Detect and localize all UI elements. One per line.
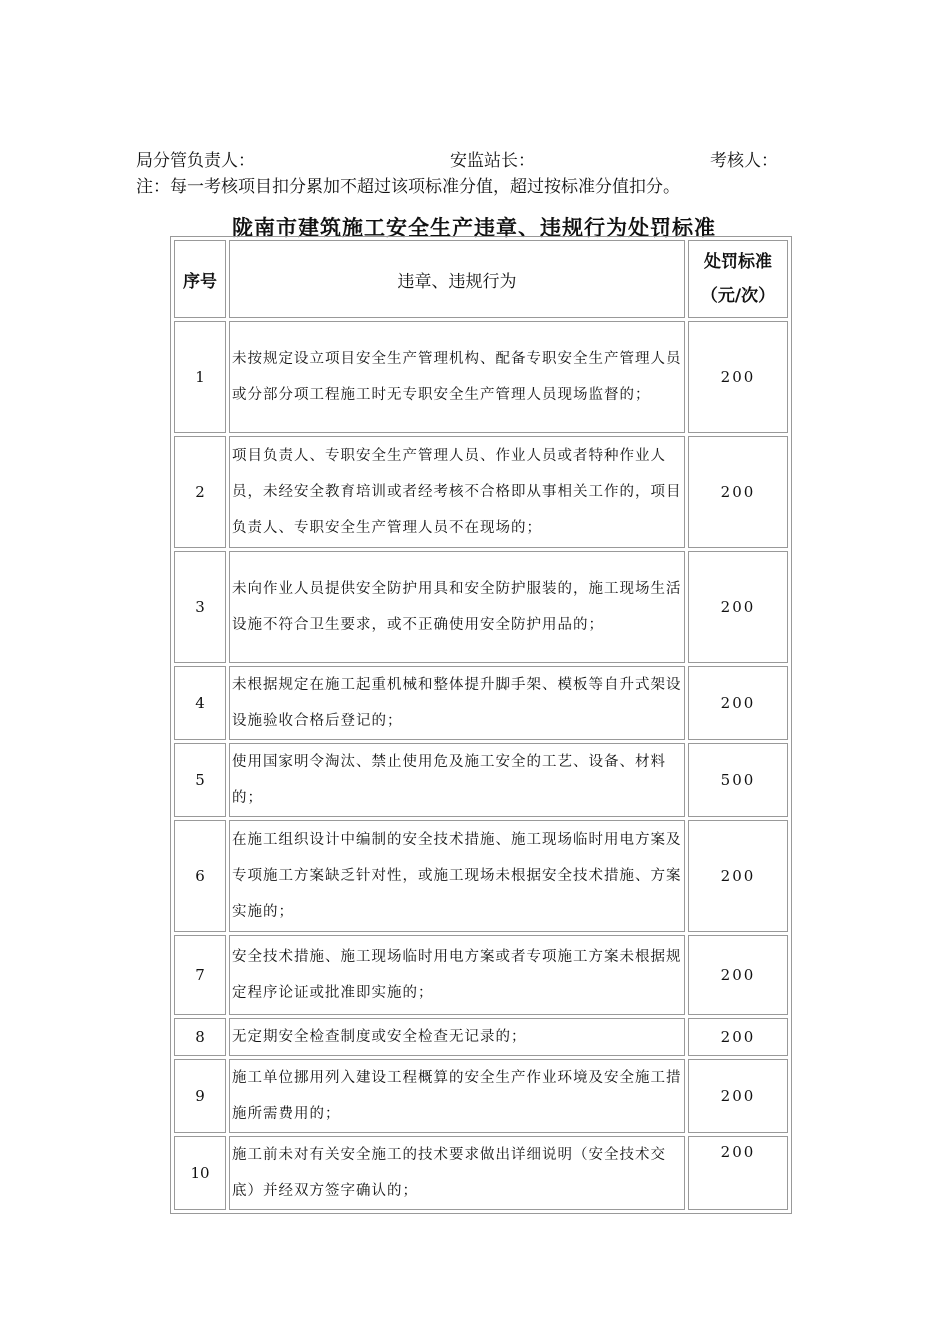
row-seq: 2 (174, 436, 226, 548)
row-behavior: 在施工组织设计中编制的安全技术措施、施工现场临时用电方案及专项施工方案缺乏针对性，或施工现场未根据安全技术措施、方案实施的； (229, 820, 685, 932)
row-penalty: 200 (688, 436, 788, 548)
row-penalty: 200 (688, 935, 788, 1015)
table-header-row (174, 240, 788, 318)
header-behavior: 违章、违规行为 (229, 240, 685, 318)
table-row (174, 321, 788, 433)
table-row (174, 935, 788, 1015)
station-head-label: 安监站长： (450, 151, 535, 171)
note-text: 注：每一考核项目扣分累加不超过该项标准分值，超过按标准分值扣分。 (136, 177, 680, 197)
header-penalty-line2: （元/次） (700, 286, 776, 306)
row-behavior: 无定期安全检查制度或安全检查无记录的； (229, 1018, 685, 1056)
row-seq: 9 (174, 1059, 226, 1133)
table-row (174, 666, 788, 740)
row-seq: 6 (174, 820, 226, 932)
bureau-head-label: 局分管负责人： (136, 151, 255, 171)
header-penalty-line1: 处罚标准 (704, 252, 772, 272)
row-penalty: 500 (688, 743, 788, 817)
row-behavior: 未根据规定在施工起重机械和整体提升脚手架、模板等自升式架设设施验收合格后登记的； (229, 666, 685, 740)
row-seq: 8 (174, 1018, 226, 1056)
table-row (174, 1018, 788, 1056)
row-penalty: 200 (688, 820, 788, 932)
row-penalty: 200 (688, 1136, 788, 1210)
row-penalty: 200 (688, 666, 788, 740)
row-seq: 10 (174, 1136, 226, 1210)
table-row (174, 436, 788, 548)
row-behavior: 未向作业人员提供安全防护用具和安全防护服装的，施工现场生活设施不符合卫生要求，或不正确使用安全防护用品的； (229, 551, 685, 663)
header-seq: 序号 (174, 240, 226, 318)
table-row (174, 743, 788, 817)
row-penalty: 200 (688, 1059, 788, 1133)
row-behavior: 未按规定设立项目安全生产管理机构、配备专职安全生产管理人员或分部分项工程施工时无专职安全生产管理人员现场监督的； (229, 321, 685, 433)
row-seq: 7 (174, 935, 226, 1015)
row-seq: 4 (174, 666, 226, 740)
document-title: 陇南市建筑施工安全生产违章、违规行为处罚标准 (232, 215, 716, 240)
signature-line (136, 146, 776, 170)
penalty-table-wrapper (170, 236, 790, 1214)
row-behavior: 安全技术措施、施工现场临时用电方案或者专项施工方案未根据规定程序论证或批准即实施的； (229, 935, 685, 1015)
row-seq: 1 (174, 321, 226, 433)
row-penalty: 200 (688, 321, 788, 433)
row-behavior: 施工前未对有关安全施工的技术要求做出详细说明（安全技术交底）并经双方签字确认的； (229, 1136, 685, 1210)
table-row (174, 1059, 788, 1133)
table-row (174, 820, 788, 932)
assessor-label: 考核人： (710, 151, 778, 171)
row-seq: 5 (174, 743, 226, 817)
row-behavior: 施工单位挪用列入建设工程概算的安全生产作业环境及安全施工措施所需费用的； (229, 1059, 685, 1133)
table-row (174, 1136, 788, 1210)
row-penalty: 200 (688, 551, 788, 663)
row-seq: 3 (174, 551, 226, 663)
row-penalty: 200 (688, 1018, 788, 1056)
row-behavior: 使用国家明令淘汰、禁止使用危及施工安全的工艺、设备、材料的； (229, 743, 685, 817)
table-row (174, 551, 788, 663)
penalty-table (170, 236, 792, 1214)
header-penalty (688, 240, 788, 318)
row-behavior: 项目负责人、专职安全生产管理人员、作业人员或者特种作业人员，未经安全教育培训或者经考核不合格即从事相关工作的，项目负责人、专职安全生产管理人员不在现场的； (229, 436, 685, 548)
